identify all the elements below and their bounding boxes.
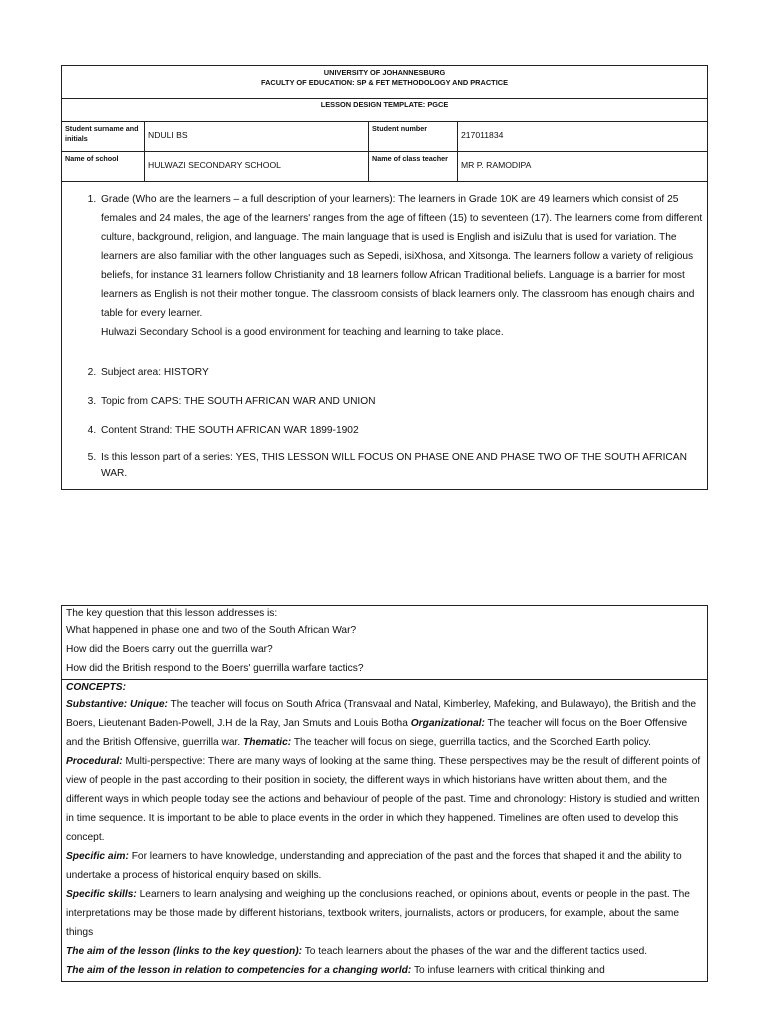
substantive-text: The teacher will focus on South Africa (Transvaal and Natal, Kimberley, Mafeking, and Bulawayo), the British and the Boers, Lieutenant Baden-Powell, J.H de la Ray, Jan Smuts and Louis Botha bbox=[66, 699, 697, 729]
organizational-label: Organizational: bbox=[410, 718, 485, 729]
key-question-3: How did the British respond to the Boers' guerrilla warfare tactics? bbox=[66, 663, 364, 674]
competency-text: To infuse learners with critical thinking and bbox=[411, 965, 605, 976]
grade-description: Grade (Who are the learners – a full description of your learners): The learners in Grade 10K are 49 learners which consist of 25 females and 24 males, the age of the learners' ranges from the age of fifteen (15) to seventeen (17). The learners come from different culture, background, religion, and language. The main language that is used is English and isiZulu that is used for variation. The learners are also familiar with the other languages such as Sepedi, isiXhosa, and Xitsonga. The learners follow a variety of religious beliefs, for instance 31 learners follow Christianity and 18 learners follow African Traditional beliefs. Language is a barrier for most learners as English is not their mother tongue. The classroom consists of black learners only. The classroom has enough chairs and table for every learner. bbox=[101, 194, 703, 319]
student-surname-value: NDULI BS bbox=[145, 122, 369, 152]
faculty-name: FACULTY OF EDUCATION: SP & FET METHODOLOGY AND PRACTICE bbox=[260, 78, 509, 87]
lesson-aim-paragraph bbox=[66, 942, 703, 961]
key-question-2: How did the Boers carry out the guerrilla war? bbox=[66, 644, 273, 655]
lesson-details-list bbox=[62, 190, 707, 482]
list-item-strand: 4. Content Strand: THE SOUTH AFRICAN WAR 1899-1902 bbox=[99, 421, 707, 440]
list-item-series: 5. Is this lesson part of a series: YES, THIS LESSON WILL FOCUS ON PHASE ONE AND PHASE TWO OF THE SOUTH AFRICAN WAR. bbox=[99, 450, 707, 482]
class-teacher-value: MR P. RAMODIPA bbox=[458, 152, 708, 182]
specific-skills-label: Specific skills: bbox=[66, 889, 137, 900]
specific-aim-paragraph bbox=[66, 847, 703, 885]
lesson-design-form bbox=[61, 65, 708, 490]
template-title-cell bbox=[62, 99, 708, 122]
class-teacher-label: Name of class teacher bbox=[369, 152, 458, 182]
lesson-aim-text: To teach learners about the phases of the war and the different tactics used. bbox=[302, 946, 648, 957]
organizational-text: The teacher will focus on the Boer Offensive and the British Offensive, guerrilla war. bbox=[66, 718, 688, 748]
lesson-aim-label: The aim of the lesson (links to the key question): bbox=[66, 946, 303, 957]
thematic-label: Thematic: bbox=[243, 737, 292, 748]
template-title: LESSON DESIGN TEMPLATE: PGCE bbox=[320, 100, 449, 109]
substantive-label: Substantive: Unique: bbox=[66, 699, 168, 710]
thematic-text: The teacher will focus on siege, guerrilla tactics, and the Scorched Earth policy. bbox=[291, 737, 651, 748]
university-name: UNIVERSITY OF JOHANNESBURG bbox=[323, 68, 446, 77]
procedural-paragraph bbox=[66, 752, 703, 847]
form-header bbox=[62, 66, 708, 99]
list-item-topic: 3. Topic from CAPS: THE SOUTH AFRICAN WAR AND UNION bbox=[99, 392, 707, 411]
specific-skills-paragraph bbox=[66, 885, 703, 942]
procedural-label: Procedural: bbox=[66, 756, 123, 767]
list-item-subject: 2. Subject area: HISTORY bbox=[99, 363, 707, 382]
student-surname-label: Student surname and initials bbox=[62, 122, 145, 152]
procedural-text: Multi-perspective: There are many ways of looking at the same thing. These perspectives may be the result of different points of view of people in the past according to their position in society, the different ways in which historians have written about them, and the different ways in which people today see the actions and behaviour of people of the past. Time and chronology: History is studied and written in time sequence. It is important to be able to place events in the order in which they happened. Timelines are often used to develop this concept. bbox=[66, 756, 701, 843]
key-question-cell bbox=[62, 606, 708, 680]
concepts-cell bbox=[62, 680, 708, 982]
specific-aim-label: Specific aim: bbox=[66, 851, 129, 862]
substantive-paragraph bbox=[66, 695, 703, 752]
competency-paragraph bbox=[66, 961, 703, 980]
school-name-label: Name of school bbox=[62, 152, 145, 182]
lesson-details bbox=[62, 182, 708, 490]
key-question-1: What happened in phase one and two of the South African War? bbox=[66, 625, 357, 636]
student-number-value: 217011834 bbox=[458, 122, 708, 152]
student-number-label: Student number bbox=[369, 122, 458, 152]
key-question-form bbox=[61, 605, 708, 982]
school-name-value: HULWAZI SECONDARY SCHOOL bbox=[145, 152, 369, 182]
specific-skills-text: Learners to learn analysing and weighing up the conclusions reached, or opinions about, events or people in the past. The interpretations may be those made by different historians, textbook writers, journalists, actors or producers, for example, about the same things bbox=[66, 889, 690, 938]
specific-aim-text: For learners to have knowledge, understanding and appreciation of the past and the forces that shaped it and the ability to undertake a process of historical enquiry based on skills. bbox=[66, 851, 682, 881]
concepts-heading: CONCEPTS: bbox=[66, 682, 126, 693]
list-item-grade bbox=[99, 190, 707, 342]
competency-label: The aim of the lesson in relation to competencies for a changing world: bbox=[66, 965, 412, 976]
grade-extra: Hulwazi Secondary School is a good environment for teaching and learning to take place. bbox=[101, 327, 504, 338]
key-question-intro: The key question that this lesson addresses is: bbox=[66, 608, 278, 619]
